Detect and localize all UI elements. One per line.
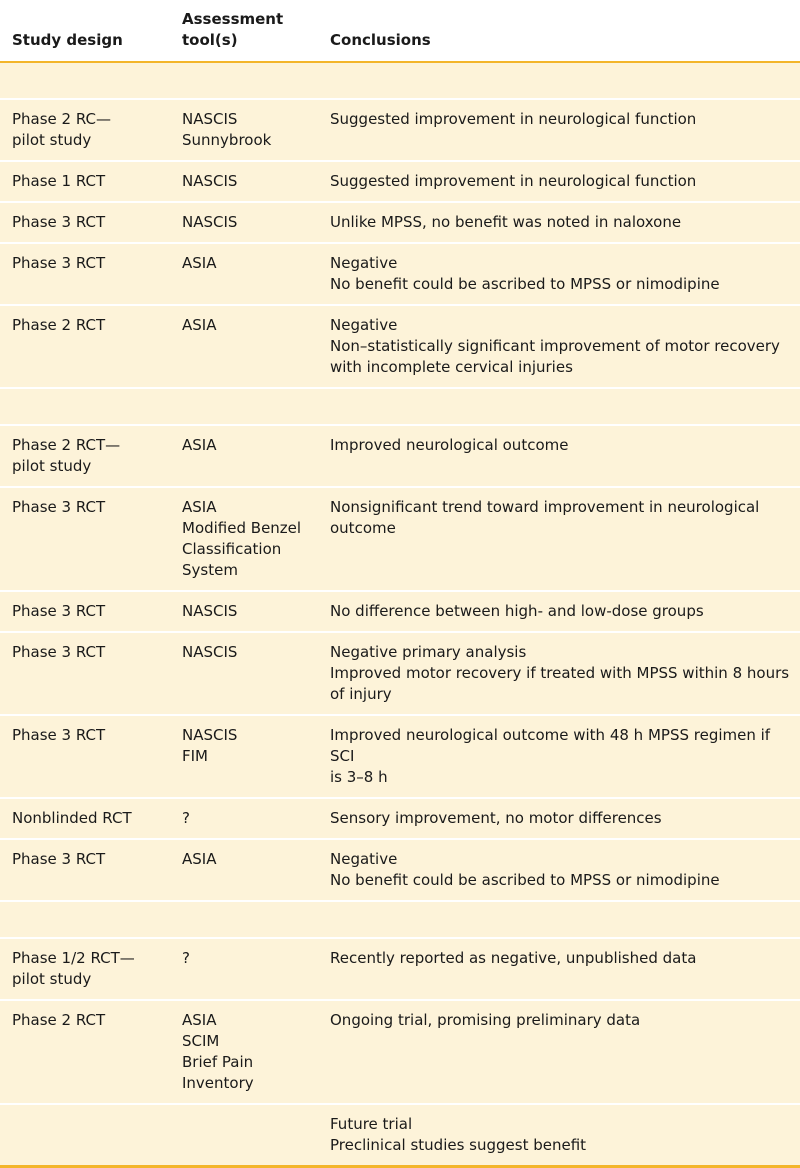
table-row	[0, 798, 800, 839]
cell-assessment-tools: ASIA	[170, 243, 318, 305]
cell-study-design: Phase 2 RCT	[0, 1000, 170, 1104]
cell-conclusion: Future trial Preclinical studies suggest benefit	[318, 1104, 800, 1167]
table-row	[0, 938, 800, 1000]
cell-assessment-tools: NASCIS	[170, 161, 318, 202]
cell-study-design: Phase 1/2 RCT— pilot study	[0, 938, 170, 1000]
cell-assessment-tools: ?	[170, 938, 318, 1000]
table-row	[0, 487, 800, 591]
cell-study-design: Phase 3 RCT	[0, 632, 170, 715]
cell-study-design	[0, 1104, 170, 1167]
table-row	[0, 591, 800, 632]
cell-conclusion: Improved neurological outcome	[318, 425, 800, 487]
table-row	[0, 202, 800, 243]
cell-conclusion: Suggested improvement in neurological function	[318, 99, 800, 161]
cell-study-design: Phase 1 RCT	[0, 161, 170, 202]
cell-assessment-tools: NASCIS FIM	[170, 715, 318, 798]
cell-conclusion: Nonsignificant trend toward improvement in neurological outcome	[318, 487, 800, 591]
table-row	[0, 161, 800, 202]
table-row	[0, 1000, 800, 1104]
cell-conclusion: Unlike MPSS, no benefit was noted in naloxone	[318, 202, 800, 243]
header-assessment-tools: Assessment tool(s)	[170, 0, 318, 62]
section-spacer-row	[0, 388, 800, 425]
spacer-cell	[170, 62, 318, 99]
section-spacer-row	[0, 62, 800, 99]
spacer-cell	[0, 62, 170, 99]
cell-assessment-tools: ASIA	[170, 839, 318, 901]
table-row	[0, 305, 800, 388]
cell-assessment-tools: ASIA SCIM Brief Pain Inventory	[170, 1000, 318, 1104]
table-row	[0, 1104, 800, 1167]
spacer-cell	[318, 901, 800, 938]
cell-study-design: Phase 3 RCT	[0, 243, 170, 305]
cell-assessment-tools	[170, 1104, 318, 1167]
header-row	[0, 0, 800, 62]
cell-conclusion: Negative Non–statistically significant improvement of motor recovery with incomplete cervical injuries	[318, 305, 800, 388]
cell-study-design: Phase 3 RCT	[0, 839, 170, 901]
cell-assessment-tools: ASIA Modified Benzel Classification System	[170, 487, 318, 591]
cell-conclusion: Negative No benefit could be ascribed to MPSS or nimodipine	[318, 243, 800, 305]
cell-conclusion: Suggested improvement in neurological function	[318, 161, 800, 202]
cell-assessment-tools: NASCIS	[170, 202, 318, 243]
table-header	[0, 0, 800, 62]
cell-assessment-tools: ?	[170, 798, 318, 839]
cell-assessment-tools: NASCIS	[170, 632, 318, 715]
header-conclusions: Conclusions	[318, 0, 800, 62]
table-row	[0, 839, 800, 901]
cell-assessment-tools: NASCIS	[170, 591, 318, 632]
table-row	[0, 243, 800, 305]
spacer-cell	[0, 901, 170, 938]
cell-study-design: Phase 3 RCT	[0, 591, 170, 632]
cell-study-design: Phase 2 RCT— pilot study	[0, 425, 170, 487]
table-row	[0, 425, 800, 487]
section-spacer-row	[0, 901, 800, 938]
cell-conclusion: Recently reported as negative, unpublished data	[318, 938, 800, 1000]
spacer-cell	[170, 388, 318, 425]
cell-conclusion: Sensory improvement, no motor differences	[318, 798, 800, 839]
table-row	[0, 715, 800, 798]
cell-study-design: Nonblinded RCT	[0, 798, 170, 839]
cell-study-design: Phase 3 RCT	[0, 202, 170, 243]
cell-conclusion: Negative No benefit could be ascribed to MPSS or nimodipine	[318, 839, 800, 901]
cell-conclusion: Improved neurological outcome with 48 h MPSS regimen if SCI is 3–8 h	[318, 715, 800, 798]
table-body	[0, 62, 800, 1167]
cell-conclusion: Ongoing trial, promising preliminary data	[318, 1000, 800, 1104]
spacer-cell	[0, 388, 170, 425]
spacer-cell	[170, 901, 318, 938]
cell-conclusion: Negative primary analysis Improved motor recovery if treated with MPSS within 8 hours of injury	[318, 632, 800, 715]
table-row	[0, 632, 800, 715]
table-row	[0, 99, 800, 161]
header-study-design: Study design	[0, 0, 170, 62]
cell-assessment-tools: ASIA	[170, 305, 318, 388]
cell-study-design: Phase 3 RCT	[0, 487, 170, 591]
cell-conclusion: No difference between high- and low-dose groups	[318, 591, 800, 632]
spacer-cell	[318, 388, 800, 425]
cell-assessment-tools: ASIA	[170, 425, 318, 487]
spacer-cell	[318, 62, 800, 99]
cell-study-design: Phase 2 RCT	[0, 305, 170, 388]
cell-study-design: Phase 3 RCT	[0, 715, 170, 798]
cell-assessment-tools: NASCIS Sunnybrook	[170, 99, 318, 161]
cell-study-design: Phase 2 RC— pilot study	[0, 99, 170, 161]
